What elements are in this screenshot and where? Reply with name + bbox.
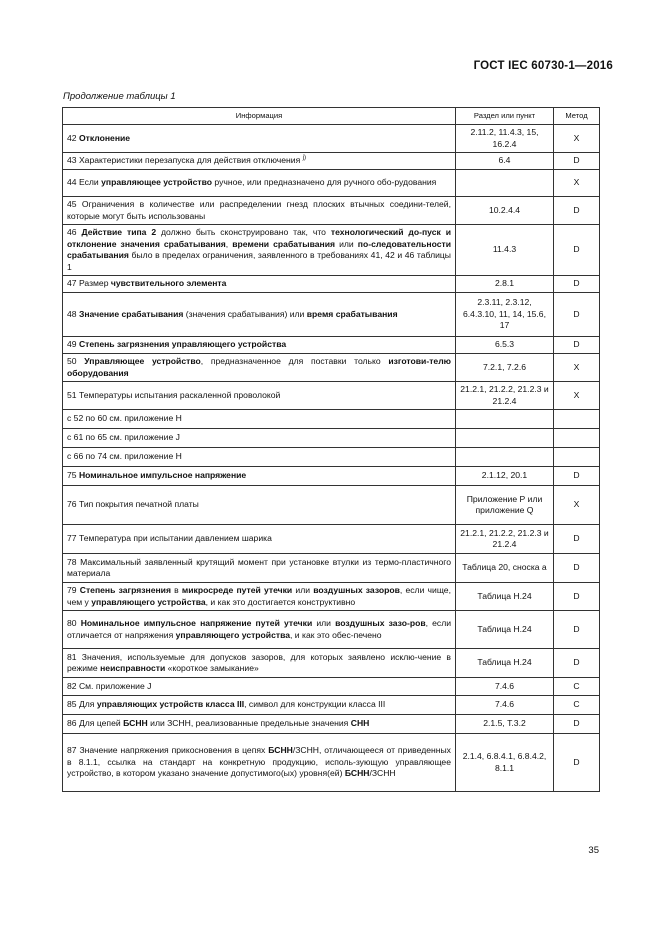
cell-information: [63, 696, 456, 715]
cell-information: [63, 197, 456, 225]
cell-information: [63, 611, 456, 649]
text-run: 44 Если: [67, 177, 102, 188]
cell-method: D: [554, 611, 600, 649]
cell-information: [63, 678, 456, 696]
cell-section: Таблица Н.24: [456, 649, 554, 678]
term-bold: управляющих устройств класса III: [96, 699, 245, 710]
term-bold: Действие типа 2: [81, 227, 157, 237]
term-bold: Номинальное импульсное напряжение путей утечки: [80, 618, 313, 628]
cell-section: [456, 448, 554, 467]
column-header-information: Информация: [63, 108, 456, 125]
text-run: (значения срабатывания) или: [183, 308, 307, 319]
cell-information: [63, 734, 456, 792]
cell-information: [63, 429, 456, 448]
text-run: 82 См. приложение J: [67, 680, 152, 691]
cell-information: [63, 554, 456, 583]
cell-section: Таблица Н.24: [456, 611, 554, 649]
cell-method: D: [554, 276, 600, 293]
cell-information: [63, 382, 456, 410]
text-run: или ЗСНН, реализованные предельные значения: [147, 718, 351, 729]
document-id-header: ГОСТ IEC 60730-1—2016: [473, 60, 613, 72]
table-row: [63, 429, 600, 448]
text-run: 77 Температура при испытании давлением шарика: [67, 533, 272, 544]
text-run: 75: [67, 470, 79, 481]
text-run: «короткое замыкание»: [165, 663, 259, 673]
cell-information: [63, 410, 456, 429]
text-run: или: [335, 238, 358, 249]
cell-method: X: [554, 382, 600, 410]
table-row: [63, 486, 600, 525]
text-run: ,: [225, 238, 233, 249]
term-bold: Отклонение: [78, 132, 131, 143]
cell-method: D: [554, 467, 600, 486]
table-row: [63, 382, 600, 410]
cell-method: D: [554, 649, 600, 678]
text-run: с 52 по 60 см. приложение Н: [67, 413, 182, 424]
text-run: ручное, или предназначено для ручного обо-рудования: [212, 177, 437, 188]
table-row: [63, 276, 600, 293]
cell-section: 2.11.2, 11.4.3, 15, 16.2.4: [456, 125, 554, 153]
cell-method: [554, 429, 600, 448]
table-row: [63, 225, 600, 276]
cell-method: X: [554, 170, 600, 197]
cell-method: C: [554, 678, 600, 696]
text-run: или: [312, 618, 336, 628]
cell-information: [63, 467, 456, 486]
cell-method: D: [554, 293, 600, 337]
column-header-method: Метод: [554, 108, 600, 125]
cell-section: 6.4: [456, 153, 554, 170]
cell-information: [63, 486, 456, 525]
table-body: [63, 125, 600, 792]
cell-method: D: [554, 525, 600, 554]
cell-method: C: [554, 696, 600, 715]
cell-method: X: [554, 354, 600, 382]
table-row: [63, 125, 600, 153]
table-row: [63, 525, 600, 554]
footnote-mark: j): [302, 155, 306, 162]
table-row: [63, 170, 600, 197]
cell-information: [63, 525, 456, 554]
cell-information: [63, 225, 456, 276]
cell-information: [63, 276, 456, 293]
term-bold: БСНН: [344, 768, 370, 779]
cell-section: [456, 410, 554, 429]
text-run: с 61 по 65 см. приложение J: [67, 432, 180, 443]
text-run: 80: [67, 618, 81, 628]
text-run: , предназначенное для поставки только: [200, 356, 389, 366]
cell-method: D: [554, 554, 600, 583]
text-run: , и как это обес-печено: [290, 629, 382, 640]
text-run: 87 Значение напряжения прикосновения в цепях: [67, 745, 269, 756]
text-run: 81 Значения, используемые для допусков зазоров, для которых заявлено исклю-чение в режиме: [67, 651, 451, 673]
text-run: в: [170, 585, 182, 595]
text-run: должно быть сконструировано так, что: [156, 227, 331, 237]
cell-information: [63, 153, 456, 170]
table-row: [63, 583, 600, 611]
text-run: 76 Тип покрытия печатной платы: [67, 499, 199, 510]
cell-section: Таблица Н.24: [456, 583, 554, 611]
cell-information: [63, 649, 456, 678]
text-run: /ЗСНН: [369, 768, 396, 779]
cell-information: [63, 715, 456, 734]
cell-method: D: [554, 153, 600, 170]
text-run: 86 Для цепей: [67, 718, 124, 729]
cell-section: 2.8.1: [456, 276, 554, 293]
term-bold: СНН: [350, 718, 370, 729]
term-bold: изготови-телю оборудования: [67, 356, 451, 378]
text-run: 48: [67, 308, 79, 319]
cell-information: [63, 125, 456, 153]
cell-section: 2.1.5, Т.3.2: [456, 715, 554, 734]
text-run: 51 Температуры испытания раскаленной проволокой: [67, 389, 281, 400]
table-row: [63, 649, 600, 678]
cell-section: Таблица 20, сноска а: [456, 554, 554, 583]
cell-method: [554, 448, 600, 467]
term-bold: воздушных зазоров: [313, 585, 400, 595]
term-bold: управляющее устройство: [101, 177, 213, 188]
table-row: [63, 696, 600, 715]
cell-section: 2.1.4, 6.8.4.1, 6.8.4.2, 8.1.1: [456, 734, 554, 792]
term-bold: БСНН: [123, 718, 148, 729]
term-bold: технологический до-пуск и отклонение значения срабатывания: [67, 227, 451, 249]
column-header-section: Раздел или пункт: [456, 108, 554, 125]
term-bold: времени срабатывания: [232, 238, 336, 249]
cell-section: 11.4.3: [456, 225, 554, 276]
text-run: было в пределах ограничения, заявленного в требованиях 41, 42 и 46 таблицы 1: [67, 250, 451, 272]
table-row: [63, 467, 600, 486]
cell-section: 7.4.6: [456, 678, 554, 696]
term-bold: БСНН: [268, 745, 293, 756]
text-run: или: [292, 585, 314, 595]
term-bold: чувствительного элемента: [110, 278, 227, 289]
cell-method: X: [554, 125, 600, 153]
cell-method: D: [554, 715, 600, 734]
requirements-table: [62, 107, 600, 792]
table-row: [63, 611, 600, 649]
term-bold: Значение срабатывания: [78, 308, 184, 319]
term-bold: микросреде путей утечки: [181, 585, 293, 595]
term-bold: Номинальное импульсное напряжение: [78, 470, 247, 481]
term-bold: Степень загрязнения: [79, 585, 171, 595]
cell-information: [63, 293, 456, 337]
term-bold: время срабатывания: [306, 308, 398, 319]
cell-information: [63, 354, 456, 382]
text-run: 85 Для: [67, 699, 97, 710]
text-run: , и как это достигается конструктивно: [205, 596, 356, 607]
table-row: [63, 410, 600, 429]
cell-method: D: [554, 583, 600, 611]
term-bold: неисправности: [100, 663, 166, 673]
cell-method: D: [554, 225, 600, 276]
cell-section: 2.1.12, 20.1: [456, 467, 554, 486]
cell-section: 2.3.11, 2.3.12, 6.4.3.10, 11, 14, 15.6, 17: [456, 293, 554, 337]
text-run: 78 Максимальный заявленный крутящий момент при установке втулки из термо-пластичного материала: [67, 556, 451, 578]
term-bold: воздушных зазо-ров: [335, 618, 426, 628]
cell-section: 7.4.6: [456, 696, 554, 715]
cell-method: D: [554, 337, 600, 354]
table-row: [63, 293, 600, 337]
text-run: , символ для конструкции класса III: [244, 699, 386, 710]
text-run: с 66 по 74 см. приложение Н: [67, 451, 182, 462]
page-number: 35: [588, 845, 599, 856]
cell-method: [554, 410, 600, 429]
text-run: 45 Ограничения в количестве или распределении гнезд плоских втычных соедини-телей, которые могут быть использованы: [67, 199, 451, 221]
term-bold: управляющего устройства: [91, 596, 206, 607]
text-run: 42: [67, 132, 79, 143]
term-bold: управляющего устройства: [175, 629, 291, 640]
table-continuation-caption: Продолжение таблицы 1: [63, 91, 176, 102]
table-row: [63, 554, 600, 583]
text-run: 79: [67, 585, 80, 595]
cell-section: 10.2.4.4: [456, 197, 554, 225]
table-row: [63, 734, 600, 792]
cell-method: D: [554, 734, 600, 792]
cell-information: [63, 448, 456, 467]
cell-section: [456, 429, 554, 448]
cell-method: X: [554, 486, 600, 525]
text-run: 46: [67, 227, 82, 237]
cell-section: [456, 170, 554, 197]
text-run: 49: [67, 339, 79, 350]
cell-section: 21.2.1, 21.2.2, 21.2.3 и 21.2.4: [456, 525, 554, 554]
term-bold: по-следовательности срабатывания: [67, 238, 451, 260]
cell-section: Приложение Р или приложение Q: [456, 486, 554, 525]
cell-information: [63, 170, 456, 197]
cell-section: 6.5.3: [456, 337, 554, 354]
cell-section: 7.2.1, 7.2.6: [456, 354, 554, 382]
cell-method: D: [554, 197, 600, 225]
text-run: , если чище, чем у: [67, 585, 451, 607]
table-row: [63, 715, 600, 734]
term-bold: Степень загрязнения управляющего устройства: [78, 339, 287, 350]
table-row: [63, 197, 600, 225]
table-row: [63, 337, 600, 354]
cell-section: 21.2.1, 21.2.2, 21.2.3 и 21.2.4: [456, 382, 554, 410]
table-row: [63, 448, 600, 467]
cell-information: [63, 337, 456, 354]
text-run: 43 Характеристики перезапуска для действия отключения: [67, 155, 303, 166]
table-row: [63, 153, 600, 170]
term-bold: Управляющее устройство: [84, 356, 201, 366]
table-row: [63, 678, 600, 696]
text-run: , если отличается от напряжения: [67, 618, 452, 640]
cell-information: [63, 583, 456, 611]
text-run: 47 Размер: [67, 278, 111, 289]
table-row: [63, 354, 600, 382]
table-header-row: [63, 108, 600, 125]
text-run: 50: [67, 356, 85, 366]
text-run: /ЗСНН, отличающееся от приведенных в 8.1.1, ссылка на стандарт на конкретную продукцию, исполь-зующую управляющее устройство, в котором указано значение допустимого(ых) уровня(ей): [67, 745, 451, 779]
